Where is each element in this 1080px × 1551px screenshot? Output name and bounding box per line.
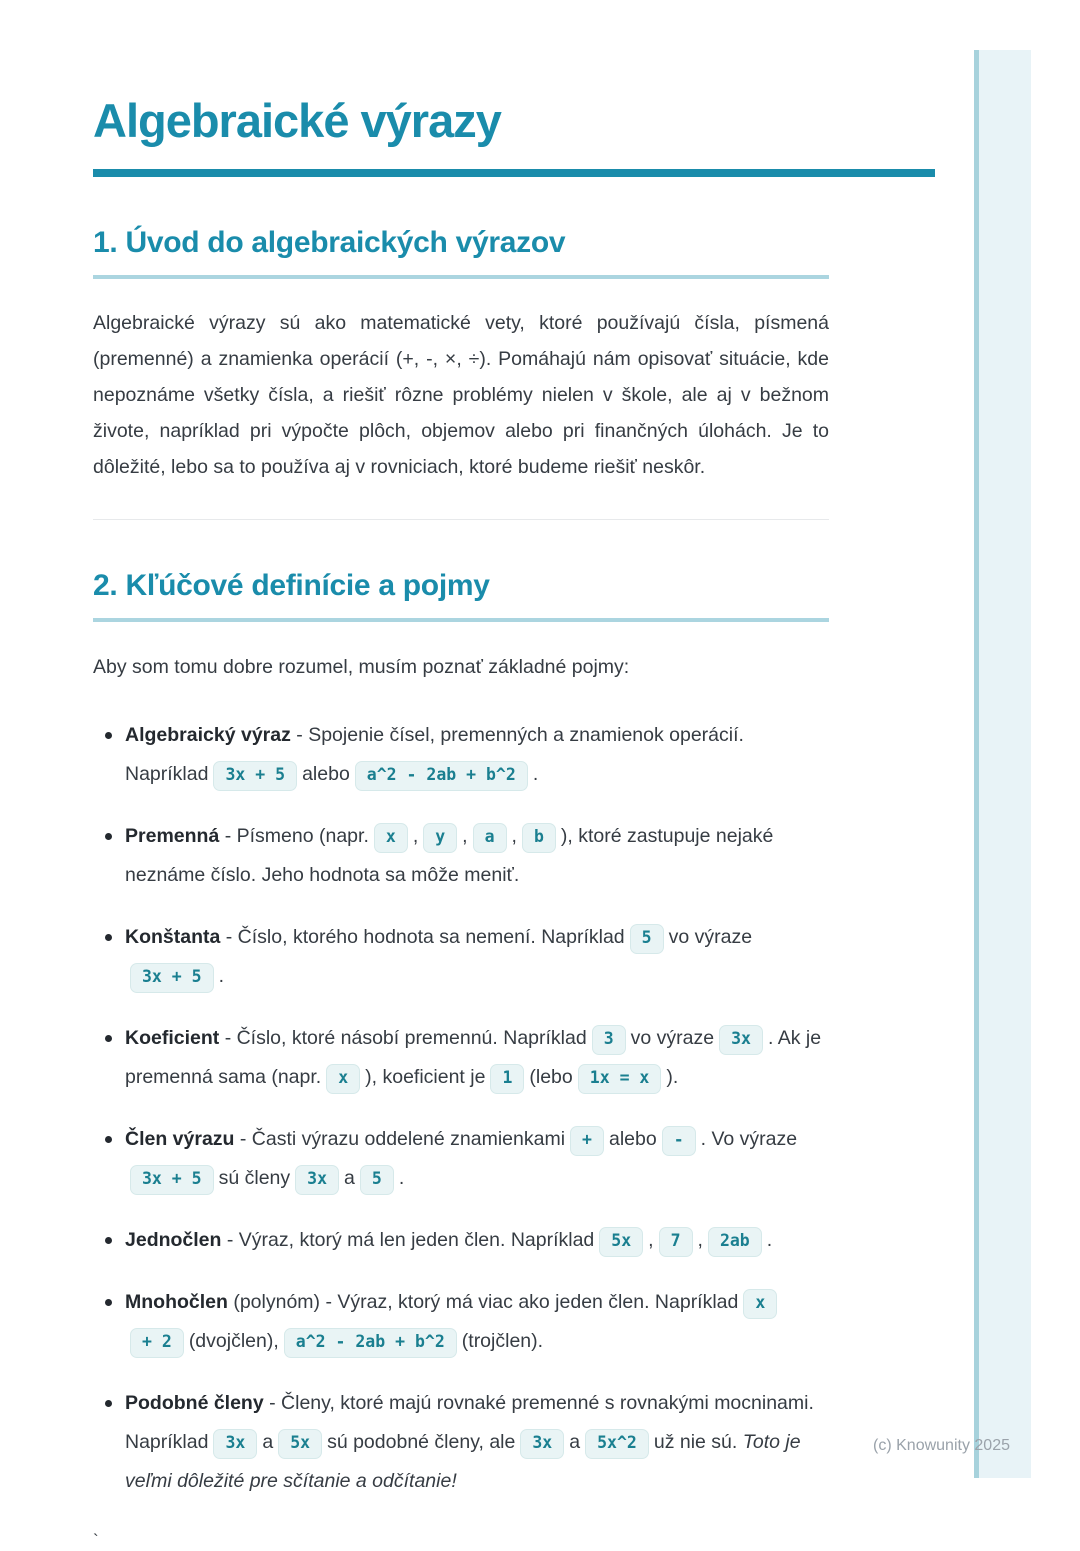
text-segment: , [648, 1228, 654, 1251]
intro-paragraph: Algebraické výrazy sú ako matematické vety, ktoré používajú čísla, písmená (premenné) a znamienka operácií (+, -, ×, ÷). Pomáhajú nám opisovať situácie, kde nepoznáme všetky čísla, a riešiť rôzne problémy nielen v škole, ale aj v bežnom živote, napríklad pri výpočte plôch, objemov alebo pri finančných úlohách. Je to dôležité, lebo sa to používa aj v rovniciach, ktoré budeme riešiť neskôr. [93, 311, 829, 478]
text-segment: alebo [302, 762, 350, 785]
page-title: Algebraické výrazy [93, 94, 501, 147]
list-item [93, 817, 829, 895]
text-segment: . Ak je premenná sama (napr. [125, 1026, 822, 1088]
term-bold: Algebraický výraz [125, 723, 291, 746]
side-strip [974, 50, 1031, 1478]
code-chip: b [522, 823, 556, 853]
text-segment: a [262, 1430, 274, 1453]
text-segment: . Vo výraze [700, 1127, 798, 1150]
italic-note: Toto je veľmi dôležité pre sčítanie a odčítanie! [125, 1430, 801, 1492]
code-chip: - [662, 1126, 696, 1156]
term-bold: Podobné členy [125, 1391, 264, 1414]
code-chip: 5x^2 [585, 1429, 649, 1459]
code-chip: 7 [659, 1227, 693, 1257]
section-divider [93, 519, 829, 520]
text-segment: - Výraz, ktorý má len jeden člen. Napríklad [226, 1228, 595, 1251]
code-chip: 5 [360, 1165, 394, 1195]
text-segment: ), koeficient je [365, 1065, 486, 1088]
text-segment: (dvojčlen), [188, 1329, 279, 1352]
code-chip: 5 [630, 924, 664, 954]
title-rule [93, 169, 935, 177]
term-bold: Koeficient [125, 1026, 220, 1049]
code-chip: x [743, 1289, 777, 1319]
text-segment: - Spojenie čísel, premenných a znamienok operácií. Napríklad [125, 723, 744, 785]
code-chip: x [374, 823, 408, 853]
term-bold: Jednočlen [125, 1228, 222, 1251]
lead-paragraph: Aby som tomu dobre rozumel, musím poznať základné pojmy: [93, 655, 630, 678]
text-segment: (polynóm) - Výraz, ktorý má viac ako jeden člen. Napríklad [233, 1290, 739, 1313]
code-chip: + 2 [130, 1328, 184, 1358]
list-item [93, 716, 829, 794]
text-segment: , [697, 1228, 703, 1251]
section-definitions [93, 566, 829, 1551]
section-intro [93, 223, 829, 520]
code-chip: 5x [599, 1227, 643, 1257]
term-bold: Konštanta [125, 925, 221, 948]
text-segment: . [532, 762, 539, 785]
code-chip: y [423, 823, 457, 853]
text-segment: sú podobné členy, ale [327, 1430, 516, 1453]
list-item [93, 1384, 829, 1501]
code-chip: + [570, 1126, 604, 1156]
heading-underline-1 [93, 275, 829, 279]
text-segment: a [344, 1166, 355, 1189]
code-chip: 1x = x [578, 1064, 662, 1094]
list-item [93, 1120, 829, 1198]
code-chip: 3x [213, 1429, 257, 1459]
text-segment: , [412, 824, 419, 847]
code-chip: 3x + 5 [130, 1165, 214, 1195]
term-bold: Člen výrazu [125, 1127, 235, 1150]
term-bold: Mnohočlen [125, 1290, 228, 1313]
text-segment: - Časti výrazu oddelené znamienkami [239, 1127, 566, 1150]
text-segment: . [398, 1166, 405, 1189]
text-segment: . [766, 1228, 773, 1251]
text-segment: , [462, 824, 468, 847]
text-segment: a [569, 1430, 581, 1453]
list-item [93, 918, 829, 996]
code-chip: 3x + 5 [130, 963, 214, 993]
text-segment: vo výraze [668, 925, 753, 948]
code-chip: x [326, 1064, 360, 1094]
section-heading-1: 1. Úvod do algebraických výrazov [93, 225, 566, 259]
text-segment: - Členy, ktoré majú rovnaké premenné s rovnakými mocninami. Napríklad [125, 1391, 814, 1453]
text-segment: alebo [608, 1127, 657, 1150]
code-chip: 1 [490, 1064, 524, 1094]
list-item [93, 1019, 829, 1097]
code-chip: a^2 - 2ab + b^2 [355, 761, 528, 791]
code-chip: 2ab [708, 1227, 762, 1257]
heading-underline-2 [93, 618, 829, 622]
code-chip: 3 [592, 1025, 626, 1055]
code-chip: 3x [719, 1025, 763, 1055]
text-segment: , [511, 824, 517, 847]
list-item [93, 1283, 829, 1361]
code-chip: a [473, 823, 507, 853]
text-segment: - Písmeno (napr. [224, 824, 369, 847]
definitions-list [93, 716, 829, 1501]
text-segment: ). [666, 1065, 679, 1088]
term-bold: Premenná [125, 824, 220, 847]
text-segment: vo výraze [630, 1026, 715, 1049]
text-segment: (trojčlen). [461, 1329, 544, 1352]
text-segment: sú členy [218, 1166, 291, 1189]
text-segment: (lebo [529, 1065, 573, 1088]
code-chip: a^2 - 2ab + b^2 [284, 1328, 457, 1358]
section-heading-2: 2. Kľúčové definície a pojmy [93, 568, 490, 602]
stray-backtick: ` [93, 1530, 99, 1550]
text-segment: už nie sú. [653, 1430, 743, 1453]
list-item [93, 1221, 829, 1260]
text-segment: - Číslo, ktorého hodnota sa nemení. Napríklad [225, 925, 625, 948]
code-chip: 3x + 5 [213, 761, 297, 791]
content-column [93, 0, 935, 1551]
text-segment: ), ktoré zastupuje nejaké neznáme číslo. Jeho hodnota sa môže meniť. [125, 824, 774, 886]
code-chip: 5x [278, 1429, 322, 1459]
footer-credit: (c) Knowunity 2025 [873, 1437, 1010, 1454]
text-segment: - Číslo, ktoré násobí premennú. Napríklad [224, 1026, 587, 1049]
code-chip: 3x [520, 1429, 564, 1459]
text-segment: . [218, 964, 225, 987]
code-chip: 3x [295, 1165, 339, 1195]
